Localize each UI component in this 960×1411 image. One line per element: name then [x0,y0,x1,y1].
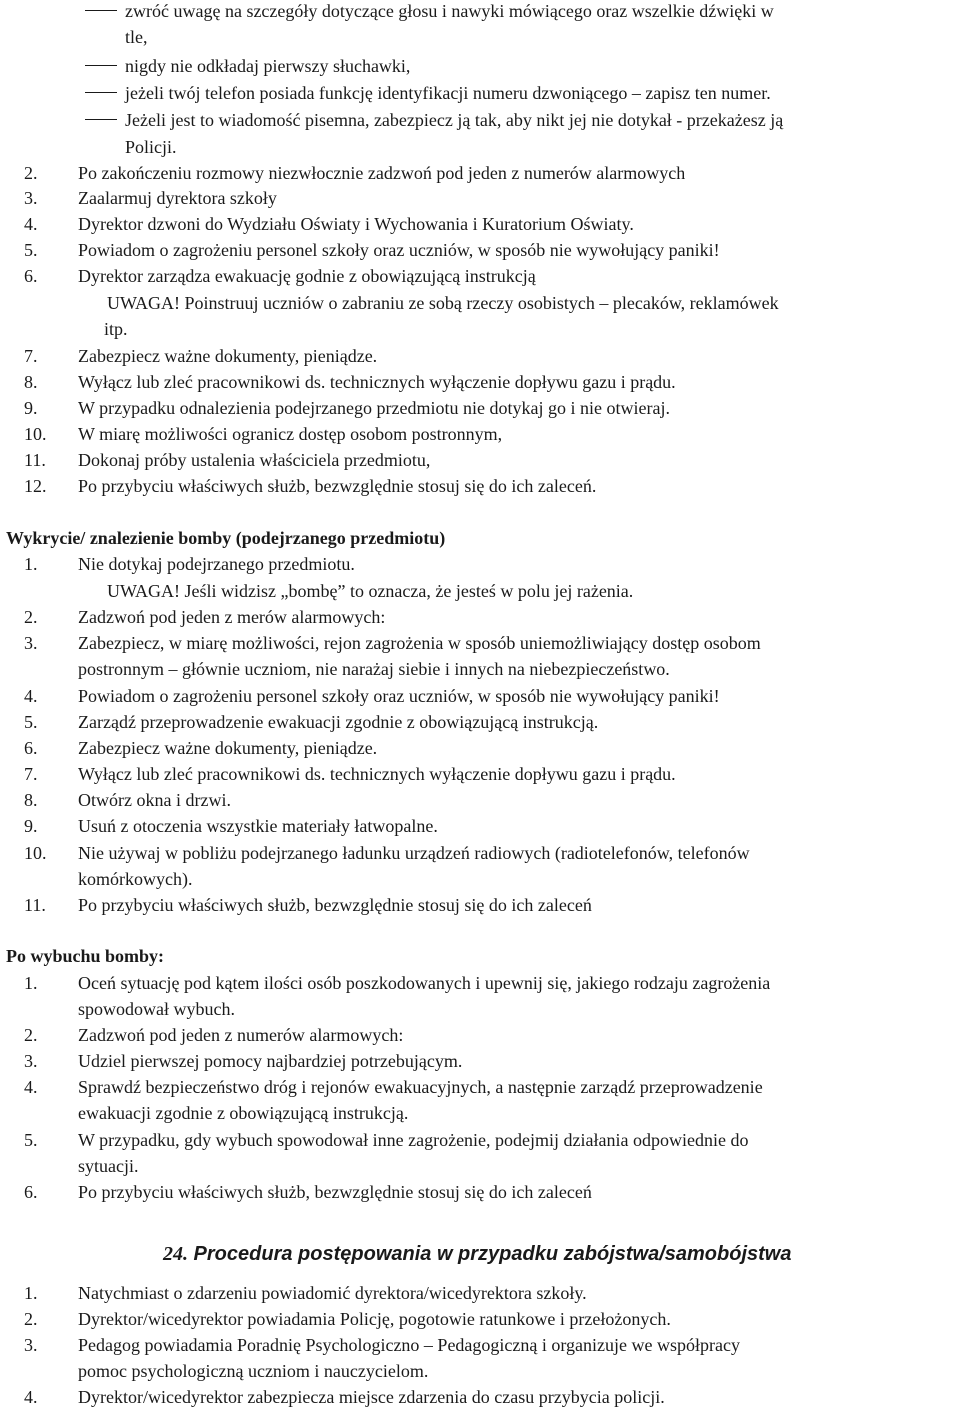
list-number: 2. [24,163,38,183]
list-text: ewakuacji zgodnie z obowiązującą instrukcją. [78,1103,409,1123]
list-number: 10. [24,424,47,444]
list-text: komórkowych). [78,869,193,889]
list-number: 5. [24,1130,38,1150]
section-heading-bomb-found: Wykrycie/ znalezienie bomby (podejrzanego przedmiotu) [6,528,446,548]
dash-item-text: jeżeli twój telefon posiada funkcję identyfikacji numeru dzwoniącego – zapisz ten numer. [125,83,771,103]
uwaga-label: UWAGA! [107,293,180,313]
list-number: 10. [24,843,47,863]
list-text: spowodował wybuch. [78,999,235,1019]
list-text: Wyłącz lub zleć pracownikowi ds. technicznych wyłączenie dopływu gazu i prądu. [78,372,676,392]
list-text: Dyrektor dzwoni do Wydziału Oświaty i Wychowania i Kuratorium Oświaty. [78,214,634,234]
list-number: 11. [24,895,46,915]
dash-item-text: nigdy nie odkładaj pierwszy słuchawki, [125,56,411,76]
procedure-number: 24. [163,1243,188,1265]
list-number: 2. [24,1025,38,1045]
dash-item-text: Policji. [125,137,177,157]
list-number: 2. [24,607,38,627]
list-text: Usuń z otoczenia wszystkie materiały łatwopalne. [78,816,438,836]
list-number: 1. [24,973,38,993]
list-number: 4. [24,686,38,706]
list-number: 4. [24,1387,38,1407]
list-number: 4. [24,1077,38,1097]
list-number: 3. [24,1335,38,1355]
list-text: Oceń sytuację pod kątem ilości osób poszkodowanych i upewnij się, jakiego rodzaju zagrożenia [78,973,771,993]
dash-item-text: Jeżeli jest to wiadomość pisemna, zabezpiecz ją tak, aby nikt jej nie dotykał - przekażesz ją [125,110,784,130]
list-number: 7. [24,346,38,366]
list-text: Dyrektor zarządza ewakuację godnie z obowiązującą instrukcją [78,266,536,286]
dash-bullet [85,10,117,11]
procedure-title [163,1242,791,1266]
dash-item-text: tle, [125,27,148,47]
list-number: 3. [24,188,38,208]
list-text: Nie dotykaj podejrzanego przedmiotu. [78,554,355,574]
uwaga-label: UWAGA! [107,581,180,601]
list-text: W przypadku odnalezienia podejrzanego przedmiotu nie dotykaj go i nie otwieraj. [78,398,670,418]
list-text: Zadzwoń pod jeden z merów alarmowych: [78,607,386,627]
list-number: 4. [24,214,38,234]
list-text: Zaalarmuj dyrektora szkoły [78,188,277,208]
list-number: 2. [24,1309,38,1329]
list-text: Zadzwoń pod jeden z numerów alarmowych: [78,1025,404,1045]
list-number: 1. [24,1283,38,1303]
list-number: 3. [24,633,38,653]
list-text: Powiadom o zagrożeniu personel szkoły oraz uczniów, w sposób nie wywołujący paniki! [78,240,720,260]
list-number: 6. [24,266,38,286]
uwaga-text: Poinstruuj uczniów o zabraniu ze sobą rzeczy osobistych – plecaków, reklamówek [179,293,779,313]
list-text: Po przybyciu właściwych służb, bezwzględnie stosuj się do ich zaleceń [78,1182,592,1202]
list-text: Dyrektor/wicedyrektor powiadamia Policję, pogotowie ratunkowe i przełożonych. [78,1309,671,1329]
uwaga-text: itp. [104,319,128,339]
list-number: 11. [24,450,46,470]
list-text: Po zakończeniu rozmowy niezwłocznie zadzwoń pod jeden z numerów alarmowych [78,163,686,183]
dash-bullet [85,119,117,120]
uwaga-text: Jeśli widzisz „bombę” to oznacza, że jesteś w polu jej rażenia. [179,581,634,601]
dash-item-text: zwróć uwagę na szczegóły dotyczące głosu i nawyki mówiącego oraz wszelkie dźwięki w [125,1,774,21]
list-text: Nie używaj w pobliżu podejrzanego ładunku urządzeń radiowych (radiotelefonów, telefonów [78,843,750,863]
list-text: Zabezpiecz ważne dokumenty, pieniądze. [78,346,378,366]
list-number: 9. [24,816,38,836]
list-number: 5. [24,240,38,260]
list-text: Zabezpiecz, w miarę możliwości, rejon zagrożenia w sposób uniemożliwiający dostęp osobom [78,633,761,653]
list-number: 8. [24,790,38,810]
list-text: Zabezpiecz ważne dokumenty, pieniądze. [78,738,378,758]
list-text: sytuacji. [78,1156,139,1176]
dash-bullet [85,92,117,93]
list-number: 6. [24,738,38,758]
list-text: Po przybyciu właściwych służb, bezwzględnie stosuj się do ich zaleceń. [78,476,597,496]
section-heading-after-explosion: Po wybuchu bomby: [6,946,165,966]
list-number: 6. [24,1182,38,1202]
list-text: Sprawdź bezpieczeństwo dróg i rejonów ewakuacyjnych, a następnie zarządź przeprowadzenie [78,1077,763,1097]
list-number: 1. [24,554,38,574]
list-text: postronnym – głównie uczniom, nie narażaj siebie i innych na niebezpieczeństwo. [78,659,670,679]
list-text: Otwórz okna i drzwi. [78,790,231,810]
list-number: 3. [24,1051,38,1071]
list-text: pomoc psychologiczną uczniom i nauczycielom. [78,1361,429,1381]
list-number: 9. [24,398,38,418]
list-text: Dyrektor/wicedyrektor zabezpiecza miejsce zdarzenia do czasu przybycia policji. [78,1387,665,1407]
list-text: Po przybyciu właściwych służb, bezwzględnie stosuj się do ich zaleceń [78,895,592,915]
list-text: W przypadku, gdy wybuch spowodował inne zagrożenie, podejmij działania odpowiednie do [78,1130,749,1150]
list-number: 7. [24,764,38,784]
dash-bullet [85,65,117,66]
list-text: Wyłącz lub zleć pracownikowi ds. technicznych wyłączenie dopływu gazu i prądu. [78,764,676,784]
list-number: 12. [24,476,47,496]
list-number: 5. [24,712,38,732]
list-text: Powiadom o zagrożeniu personel szkoły oraz uczniów, w sposób nie wywołujący paniki! [78,686,720,706]
list-text: Udziel pierwszej pomocy najbardziej potrzebującym. [78,1051,463,1071]
list-text: Dokonaj próby ustalenia właściciela przedmiotu, [78,450,431,470]
list-number: 8. [24,372,38,392]
list-text: Natychmiast o zdarzeniu powiadomić dyrektora/wicedyrektora szkoły. [78,1283,587,1303]
list-text: W miarę możliwości ogranicz dostęp osobom postronnym, [78,424,503,444]
list-text: Zarządź przeprowadzenie ewakuacji zgodnie z obowiązującą instrukcją. [78,712,599,732]
procedure-title-text: Procedura postępowania w przypadku zabójstwa/samobójstwa [188,1243,792,1265]
list-text: Pedagog powiadamia Poradnię Psychologiczno – Pedagogiczną i organizuje we współpracy [78,1335,740,1355]
